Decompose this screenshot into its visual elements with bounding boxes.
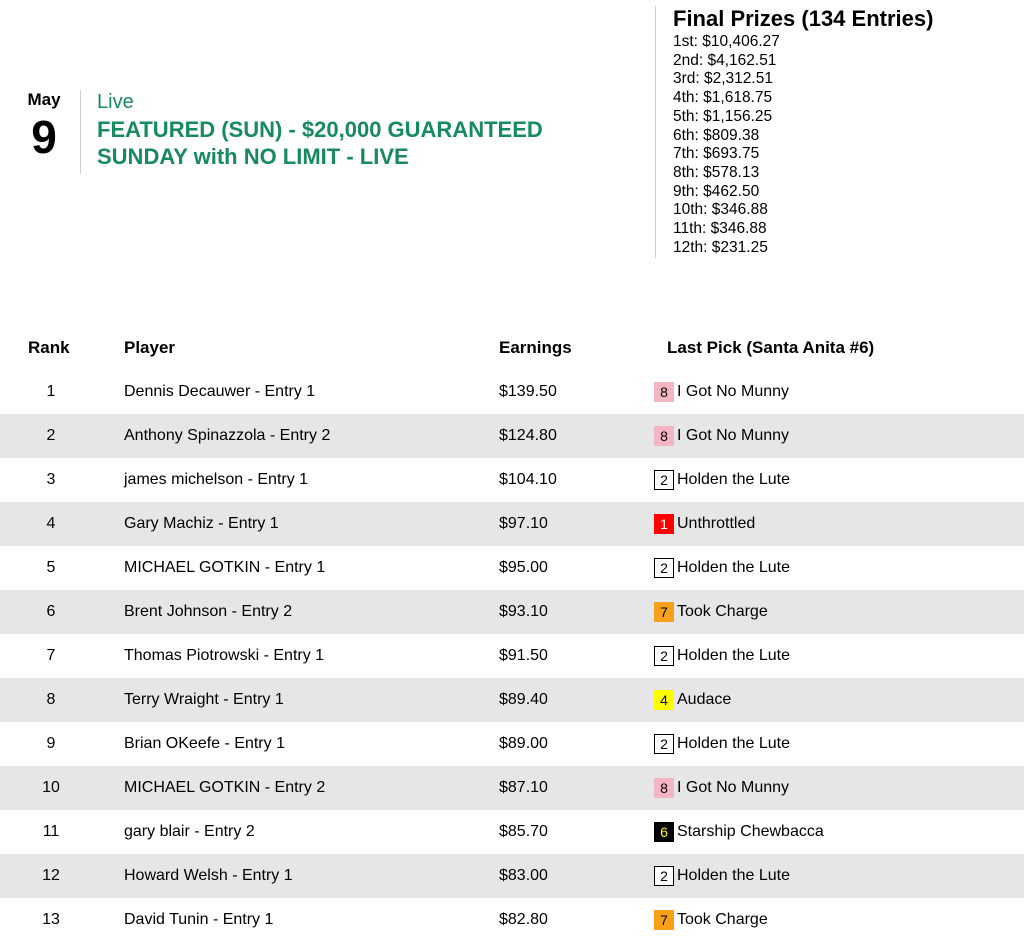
player-cell: james michelson - Entry 1 — [124, 471, 309, 488]
header-divider — [80, 90, 81, 174]
table-row — [0, 370, 1024, 414]
rank-cell: 6 — [46, 603, 56, 620]
event-status: Live — [97, 91, 134, 113]
last-pick-cell — [654, 910, 768, 930]
header-last-pick: Last Pick (Santa Anita #6) — [667, 338, 875, 357]
prize-item: 5th: $1,156.25 — [673, 107, 773, 125]
last-pick-cell — [654, 778, 789, 798]
last-pick-cell — [654, 734, 790, 754]
horse-name: Starship Chewbacca — [677, 823, 824, 840]
horse-name: Took Charge — [677, 603, 768, 620]
earnings-cell: $104.10 — [499, 471, 557, 488]
last-pick-cell — [654, 382, 789, 402]
prize-item: 6th: $809.38 — [673, 126, 760, 144]
horse-name: I Got No Munny — [677, 779, 790, 796]
earnings-cell: $124.80 — [499, 427, 557, 444]
event-day: 9 — [31, 111, 57, 163]
rank-cell: 5 — [46, 559, 56, 576]
earnings-cell: $95.00 — [499, 559, 548, 576]
player-cell: Thomas Piotrowski - Entry 1 — [124, 647, 325, 664]
prizes-title: Final Prizes (134 Entries) — [673, 6, 934, 31]
table-row — [0, 766, 1024, 810]
last-pick-cell — [654, 646, 790, 666]
rank-cell: 10 — [42, 779, 60, 796]
prize-item: 4th: $1,618.75 — [673, 89, 773, 107]
horse-name: Took Charge — [677, 911, 768, 928]
prize-item: 9th: $462.50 — [673, 182, 760, 200]
post-position-badge: 8 — [654, 778, 674, 798]
last-pick-cell — [654, 514, 755, 534]
event-month: May — [27, 90, 61, 109]
post-position-badge: 7 — [654, 602, 674, 622]
player-cell: Howard Welsh - Entry 1 — [124, 867, 293, 884]
rank-cell: 1 — [46, 383, 56, 400]
header-rank: Rank — [28, 338, 70, 357]
rank-cell: 11 — [42, 823, 60, 840]
player-cell: Brent Johnson - Entry 2 — [124, 603, 293, 620]
prize-item: 1st: $10,406.27 — [673, 33, 780, 50]
post-position-badge: 2 — [654, 470, 674, 490]
player-cell: Terry Wraight - Entry 1 — [124, 691, 284, 708]
rank-cell: 7 — [46, 647, 56, 664]
prize-item: 12th: $231.25 — [673, 238, 768, 256]
table-row — [0, 678, 1024, 722]
post-position-badge: 2 — [654, 558, 674, 578]
horse-name: Unthrottled — [677, 515, 756, 532]
prize-item: 8th: $578.13 — [673, 163, 760, 181]
player-cell: Gary Machiz - Entry 1 — [124, 515, 279, 532]
earnings-cell: $97.10 — [499, 515, 548, 532]
earnings-cell: $89.00 — [499, 735, 548, 752]
horse-name: I Got No Munny — [677, 427, 790, 444]
last-pick-cell — [654, 426, 789, 446]
prizes-list — [673, 33, 1013, 257]
last-pick-cell — [654, 602, 768, 622]
table-row — [0, 414, 1024, 458]
table-row — [0, 458, 1024, 502]
horse-name: Holden the Lute — [677, 471, 790, 488]
earnings-cell: $93.10 — [499, 603, 548, 620]
prize-item: 2nd: $4,162.51 — [673, 51, 777, 69]
rank-cell: 12 — [42, 867, 60, 884]
post-position-badge: 1 — [654, 514, 674, 534]
event-title-line-2: SUNDAY with NO LIMIT - LIVE — [97, 144, 409, 169]
event-title — [97, 116, 637, 170]
last-pick-cell — [654, 690, 731, 710]
post-position-badge: 2 — [654, 646, 674, 666]
table-row — [0, 810, 1024, 854]
rank-cell: 2 — [46, 427, 56, 444]
player-cell: MICHAEL GOTKIN - Entry 1 — [124, 559, 326, 576]
table-row — [0, 590, 1024, 634]
earnings-cell: $87.10 — [499, 779, 548, 796]
prize-item: 10th: $346.88 — [673, 201, 768, 219]
player-cell: gary blair - Entry 2 — [124, 823, 255, 840]
tournament-header — [0, 0, 1024, 290]
table-row — [0, 722, 1024, 766]
rank-cell: 3 — [46, 471, 56, 488]
last-pick-cell — [654, 470, 790, 490]
rank-cell: 9 — [46, 735, 56, 752]
horse-name: Holden the Lute — [677, 735, 790, 752]
table-header — [0, 330, 1024, 370]
event-date — [22, 90, 66, 162]
event-title-line-1: FEATURED (SUN) - $20,000 GUARANTEED — [97, 117, 543, 142]
rank-cell: 13 — [42, 911, 60, 928]
prize-item: 3rd: $2,312.51 — [673, 70, 773, 88]
player-cell: Brian OKeefe - Entry 1 — [124, 735, 285, 752]
earnings-cell: $85.70 — [499, 823, 548, 840]
earnings-cell: $89.40 — [499, 691, 548, 708]
horse-name: Holden the Lute — [677, 647, 790, 664]
horse-name: Holden the Lute — [677, 559, 790, 576]
table-row — [0, 854, 1024, 898]
earnings-cell: $91.50 — [499, 647, 548, 664]
post-position-badge: 4 — [654, 690, 674, 710]
player-cell: Anthony Spinazzola - Entry 2 — [124, 427, 331, 444]
final-prizes — [673, 5, 1013, 257]
post-position-badge: 2 — [654, 734, 674, 754]
leaderboard-table — [0, 330, 1024, 942]
event-info — [97, 90, 637, 170]
horse-name: I Got No Munny — [677, 383, 790, 400]
table-row — [0, 546, 1024, 590]
horse-name: Audace — [677, 691, 732, 708]
post-position-badge: 7 — [654, 910, 674, 930]
post-position-badge: 8 — [654, 426, 674, 446]
earnings-cell: $139.50 — [499, 383, 557, 400]
player-cell: David Tunin - Entry 1 — [124, 911, 274, 928]
last-pick-cell — [654, 822, 824, 842]
header-earnings: Earnings — [499, 338, 572, 357]
post-position-badge: 2 — [654, 866, 674, 886]
post-position-badge: 6 — [654, 822, 674, 842]
table-row — [0, 502, 1024, 546]
earnings-cell: $82.80 — [499, 911, 548, 928]
player-cell: MICHAEL GOTKIN - Entry 2 — [124, 779, 326, 796]
earnings-cell: $83.00 — [499, 867, 548, 884]
table-row — [0, 634, 1024, 678]
header-player: Player — [124, 338, 176, 357]
horse-name: Holden the Lute — [677, 867, 790, 884]
last-pick-cell — [654, 558, 790, 578]
prize-item: 7th: $693.75 — [673, 145, 760, 163]
last-pick-cell — [654, 866, 790, 886]
table-row — [0, 898, 1024, 942]
rank-cell: 8 — [46, 691, 56, 708]
rank-cell: 4 — [46, 515, 56, 532]
post-position-badge: 8 — [654, 382, 674, 402]
table-body — [0, 370, 1024, 942]
player-cell: Dennis Decauwer - Entry 1 — [124, 383, 316, 400]
prizes-divider — [655, 6, 656, 258]
prize-item: 11th: $346.88 — [673, 220, 767, 238]
